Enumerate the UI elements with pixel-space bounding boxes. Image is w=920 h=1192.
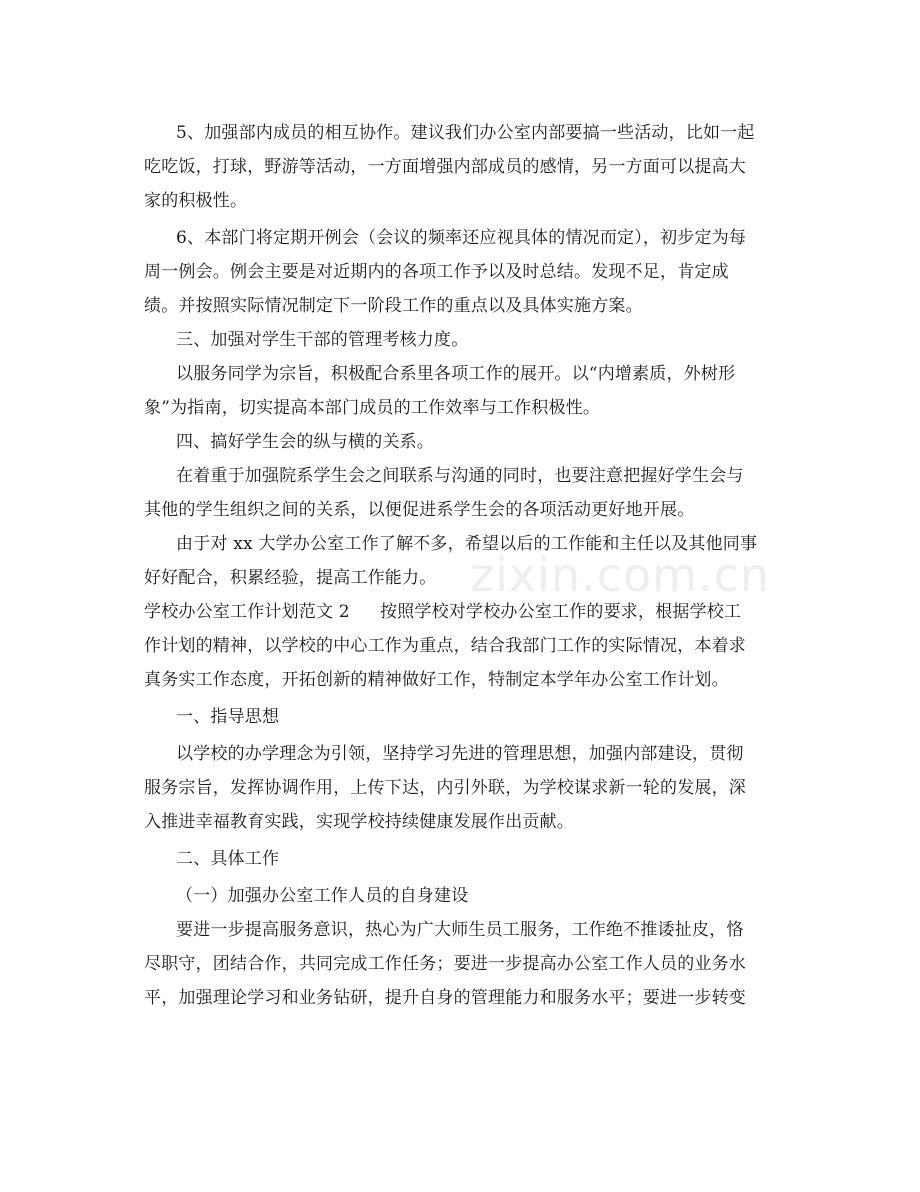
paragraph-line: 按照学校对学校办公室工作的要求，根据学校工 <box>380 602 742 622</box>
paragraph-line: 由于对 xx 大学办公室工作了解不多，希望以后的工作能和主任以及其他同事 <box>176 534 758 554</box>
document-title: 学校办公室工作计划范文 2 <box>144 602 350 622</box>
paragraph-line: 好好配合，积累经验，提高工作能力。 <box>144 568 437 588</box>
section-heading: 三、加强对学生干部的管理考核力度。 <box>176 330 469 350</box>
section-heading: 一、指导思想 <box>176 707 280 727</box>
paragraph-line: 入推进幸福教育实践，实现学校持续健康发展作出贡献。 <box>144 812 574 832</box>
paragraph-line: 家的积极性。 <box>144 191 248 211</box>
paragraph-line: 尽职守，团结合作，共同完成工作任务；要进一步提高办公室工作人员的业务水 <box>144 954 746 974</box>
paragraph-line: 其他的学生组织之间的关系，以便促进系学生会的各项活动更好地开展。 <box>144 500 695 520</box>
watermark: zixin.com.cn <box>470 548 771 602</box>
paragraph-line: 以服务同学为宗旨，积极配合系里各项工作的展开。以“内增素质，外树形 <box>176 364 736 384</box>
paragraph-line: 要进一步提高服务意识，热心为广大师生员工服务，工作绝不推诿扯皮，恪 <box>176 920 744 940</box>
paragraph-line: 象”为指南，切实提高本部门成员的工作效率与工作积极性。 <box>144 398 601 418</box>
paragraph-line: 平，加强理论学习和业务钻研，提升自身的管理能力和服务水平；要进一步转变 <box>144 988 746 1008</box>
paragraph-line: 绩。并按照实际情况制定下一阶段工作的重点以及具体实施方案。 <box>144 296 643 316</box>
paragraph-line: 服务宗旨，发挥协调作用，上传下达，内引外联，为学校谋求新一轮的发展，深 <box>144 778 746 798</box>
section-heading: 二、具体工作 <box>176 849 280 869</box>
paragraph-line: 真务实工作态度，开拓创新的精神做好工作，特制定本学年办公室工作计划。 <box>144 670 729 690</box>
paragraph-line: 在着重于加强院系学生会之间联系与沟通的同时，也要注意把握好学生会与 <box>176 466 744 486</box>
document-title-row <box>144 595 776 629</box>
paragraph-line: 以学校的办学理念为引领，坚持学习先进的管理思想，加强内部建设，贯彻 <box>176 744 744 764</box>
section-heading: 四、搞好学生会的纵与横的关系。 <box>176 432 434 452</box>
document-body <box>144 116 776 1015</box>
paragraph-line: 作计划的精神，以学校的中心工作为重点，结合我部门工作的实际情况，本着求 <box>144 636 746 656</box>
paragraph-line: 吃吃饭，打球，野游等活动，一方面增强内部成员的感情，另一方面可以提高大 <box>144 157 746 177</box>
paragraph-line: 周一例会。例会主要是对近期内的各项工作予以及时总结。发现不足，肯定成 <box>144 262 729 282</box>
subsection-heading: （一）加强办公室工作人员的自身建设 <box>176 886 469 906</box>
paragraph-line: 6、本部门将定期开例会（会议的频率还应视具体的情况而定），初步定为每 <box>176 228 747 248</box>
paragraph-line: 5、加强部内成员的相互协作。建议我们办公室内部要搞一些活动，比如一起 <box>176 123 755 143</box>
